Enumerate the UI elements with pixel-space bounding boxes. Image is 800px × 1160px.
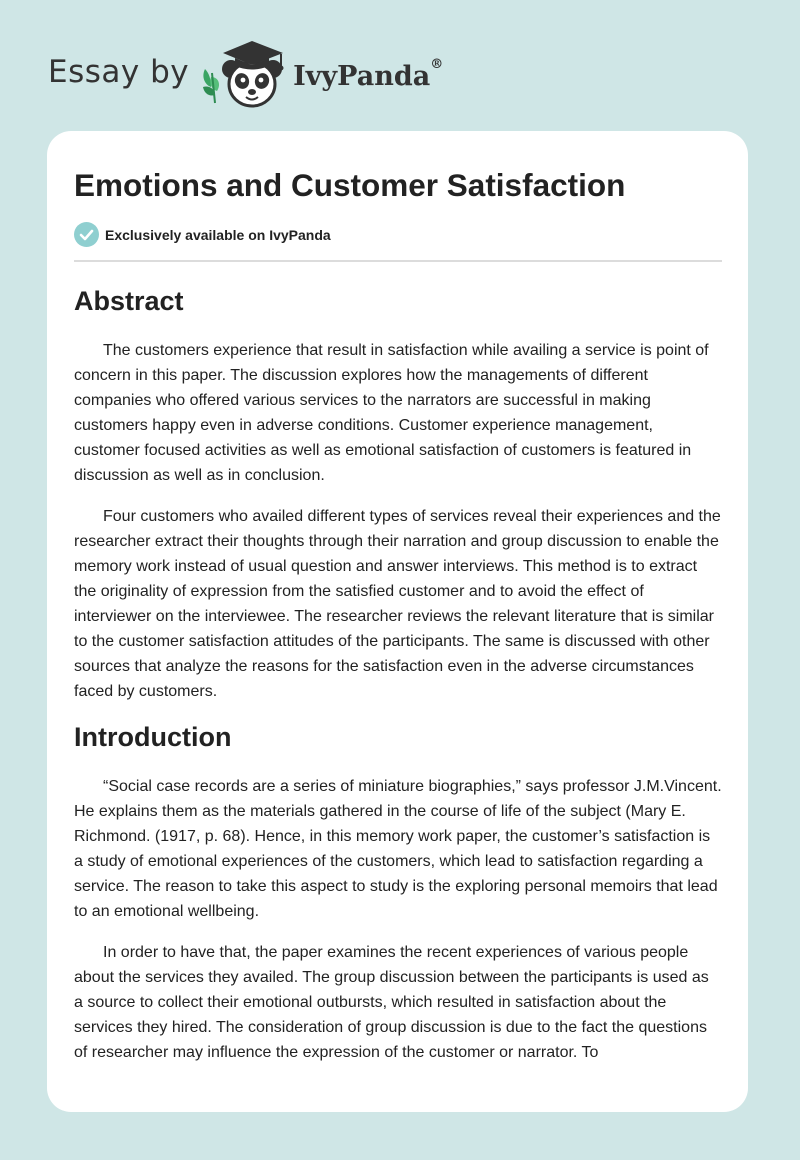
- brand-name[interactable]: IvyPanda®: [293, 56, 444, 92]
- check-circle-icon: [74, 222, 99, 247]
- introduction-paragraph-2: In order to have that, the paper examines the recent experiences of various people about the services they availed. The group discussion between the participants is used as a source to collect their emotional outbursts, which resulted in satisfaction about the services they hired. The consideration of group discussion is due to the fact the questions of researcher may influence the expression of the customer or narrator. To: [74, 944, 709, 1061]
- abstract-paragraph-1: The customers experience that result in satisfaction while availing a service is point of concern in this paper. The discussion explores how the managements of different companies who offered various services to the narrators are successful in making customers happy even in adverse conditions. Customer experience management, customer focused activities as well as emotional satisfaction of customers is featured in discussion as well as in conclusion.: [74, 342, 709, 484]
- brand-header: [48, 34, 443, 110]
- registered-mark: ®: [430, 56, 444, 72]
- essay-card: [47, 131, 748, 1112]
- abstract-paragraph-2: Four customers who availed different types of services reveal their experiences and the researcher extract their thoughts through their narration and group discussion to enable the memory work instead of usual question and answer interviews. This method is to extract the originality of expression from the satisfied customer and to avoid the effect of interviewer on the interviewee. The researcher reviews the relevant literature that is similar to the customer satisfaction attitudes of the participants. The same is discussed with other sources that analyze the reasons for the satisfaction even in the adverse circumstances faced by customers.: [74, 508, 721, 700]
- title-divider: [74, 260, 722, 262]
- exclusive-badge-text: Exclusively available on IvyPanda: [105, 226, 331, 243]
- brand-prefix: Essay by: [48, 54, 190, 90]
- section-heading-introduction: Introduction: [74, 722, 232, 752]
- section-heading-abstract: Abstract: [74, 286, 184, 316]
- panda-logo-icon[interactable]: [201, 33, 289, 114]
- introduction-paragraph-1: “Social case records are a series of miniature biographies,” says professor J.M.Vincent. He explains them as the materials gathered in the course of life of the subject (Mary E. Richmond. (1917, p. 68). Hence, in this memory work paper, the customer’s satisfaction is a study of emotional experiences of the customers, which lead to satisfaction regarding a service. The reason to take this aspect to study is the exploring personal memoirs that lead to an emotional wellbeing.: [74, 778, 722, 920]
- page-title: Emotions and Customer Satisfaction: [74, 167, 626, 203]
- exclusive-badge: [74, 222, 722, 247]
